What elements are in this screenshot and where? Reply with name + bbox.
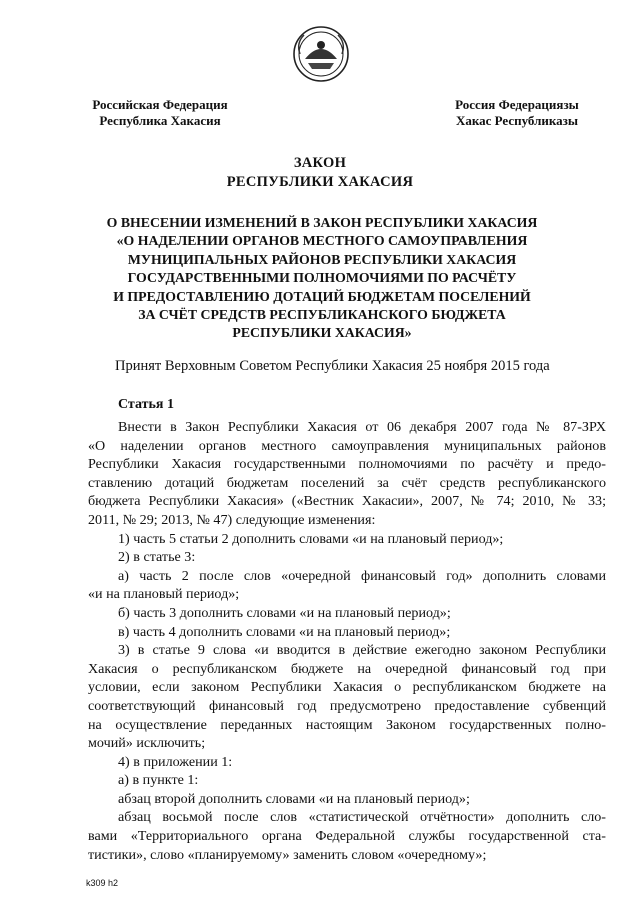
subject-line: «О НАДЕЛЕНИИ ОРГАНОВ МЕСТНОГО САМОУПРАВЛЕНИЯ bbox=[116, 233, 528, 249]
law-title bbox=[60, 154, 580, 192]
header-right-country: Россия Федерациязы bbox=[455, 97, 579, 112]
article-heading: Статья 1 bbox=[118, 397, 174, 412]
body-line: 3) в статье 9 слова «и вводится в действие ежегодно законом Республики bbox=[118, 642, 606, 659]
body-line: бюджета Республики Хакасия» («Вестник Хакасии», 2007, № 74; 2010, № 33; bbox=[88, 493, 606, 510]
adoption-note: Принят Верховным Советом Республики Хакасия 25 ноября 2015 года bbox=[115, 358, 550, 374]
body-line: «О наделении органов местного самоуправления муниципальных районов bbox=[88, 437, 606, 454]
body-line: 1) часть 5 статьи 2 дополнить словами «и на плановый период»; bbox=[118, 530, 504, 547]
body-line: Республики Хакасия государственными полномочиями по расчёту и предо- bbox=[88, 456, 606, 473]
body-line: условии, если законом Республики Хакасия о республиканском бюджете на bbox=[88, 679, 606, 696]
body-line: в) часть 4 дополнить словами «и на плановый период»; bbox=[118, 623, 451, 640]
law-title-line1: ЗАКОН bbox=[293, 155, 347, 171]
subject-line: ЗА СЧЁТ СРЕДСТВ РЕСПУБЛИКАНСКОГО БЮДЖЕТА bbox=[138, 307, 506, 323]
coat-of-arms-emblem-icon bbox=[292, 25, 350, 83]
header-left-republic: Республика Хакасия bbox=[99, 113, 221, 128]
body-line: абзац второй дополнить словами «и на плановый период»; bbox=[118, 790, 470, 807]
law-title-line2: РЕСПУБЛИКИ ХАКАСИЯ bbox=[226, 174, 414, 190]
body-line: Внести в Закон Республики Хакасия от 06 декабря 2007 года № 87-ЗРХ bbox=[118, 419, 606, 435]
body-line: вами «Территориального органа Федеральной службы государственной ста- bbox=[88, 828, 606, 845]
footer-code: k309 h2 bbox=[86, 878, 119, 888]
article-body bbox=[88, 418, 606, 864]
law-subject bbox=[82, 214, 562, 343]
body-line: тистики», слово «планируемому» заменить словом «очередному»; bbox=[88, 846, 487, 863]
body-line: мочий» исключить; bbox=[88, 735, 206, 752]
header-left-country: Российская Федерация bbox=[92, 97, 228, 112]
subject-line: И ПРЕДОСТАВЛЕНИЮ ДОТАЦИЙ БЮДЖЕТАМ ПОСЕЛЕНИЙ bbox=[113, 288, 531, 304]
body-line: «и на плановый период»; bbox=[88, 586, 240, 603]
body-line: 2) в статье 3: bbox=[118, 549, 196, 566]
body-line: 4) в приложении 1: bbox=[118, 753, 233, 770]
header-right bbox=[437, 97, 597, 129]
body-line: соответствующий финансовый год предусмотрено предоставление субвенций bbox=[88, 697, 606, 714]
header-left bbox=[80, 97, 240, 129]
body-line: а) часть 2 после слов «очередной финансовый год» дополнить словами bbox=[118, 567, 606, 584]
body-line: б) часть 3 дополнить словами «и на плановый период»; bbox=[118, 604, 451, 621]
body-line: ставлению дотаций бюджетам поселений за счёт средств республиканского bbox=[88, 474, 606, 491]
body-line: а) в пункте 1: bbox=[118, 772, 199, 789]
body-line: Хакасия о республиканском бюджете на очередной финансовый год при bbox=[88, 660, 606, 677]
body-line: абзац восьмой после слов «статистической отчётности» дополнить сло- bbox=[118, 809, 606, 826]
subject-line: О ВНЕСЕНИИ ИЗМЕНЕНИЙ В ЗАКОН РЕСПУБЛИКИ ХАКАСИЯ bbox=[106, 215, 538, 230]
subject-line: ГОСУДАРСТВЕННЫМИ ПОЛНОМОЧИЯМИ ПО РАСЧЁТУ bbox=[127, 270, 517, 286]
subject-line: МУНИЦИПАЛЬНЫХ РАЙОНОВ РЕСПУБЛИКИ ХАКАСИЯ bbox=[127, 251, 517, 267]
subject-line: РЕСПУБЛИКИ ХАКАСИЯ» bbox=[232, 325, 412, 341]
body-line: 2011, № 29; 2013, № 47) следующие изменения: bbox=[88, 511, 376, 528]
header-right-republic: Хакас Республиказы bbox=[455, 113, 579, 128]
body-line: на осуществление переданных настоящим Законом государственных полно- bbox=[88, 716, 606, 733]
